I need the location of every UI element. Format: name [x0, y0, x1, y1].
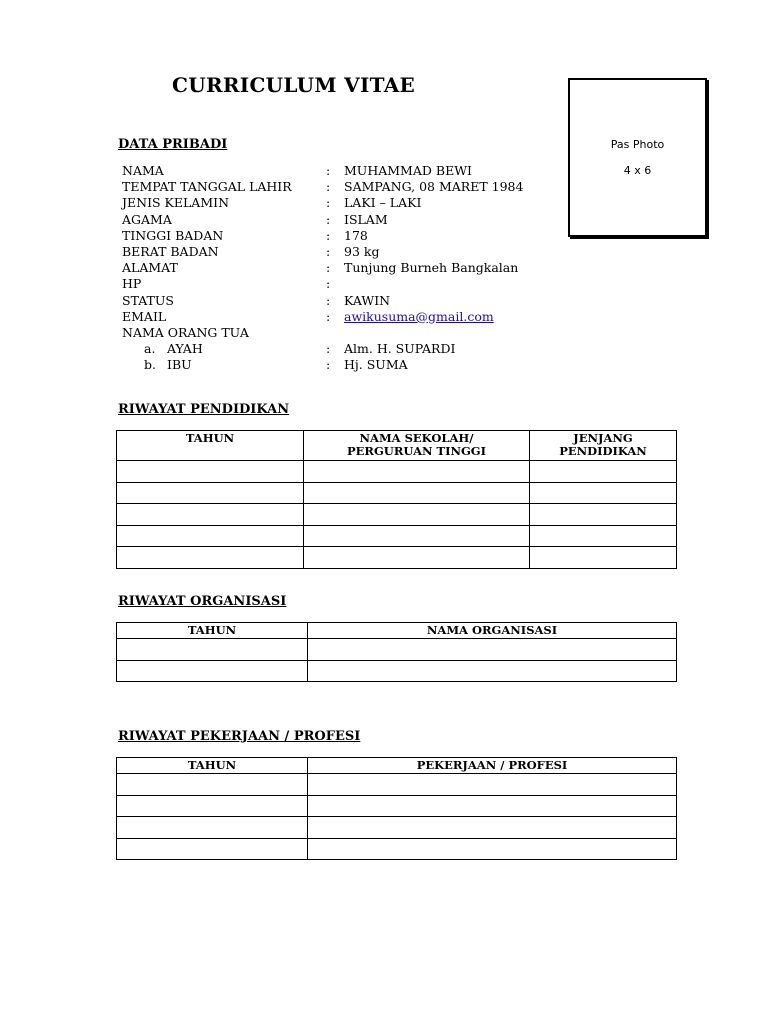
field-label: AGAMA: [122, 211, 172, 227]
table-cell[interactable]: [117, 525, 304, 547]
field-label: NAMA: [122, 163, 164, 178]
table-cell[interactable]: [117, 660, 308, 682]
table-cell[interactable]: [117, 547, 304, 569]
table-cell[interactable]: [117, 461, 304, 483]
field-label: BERAT BADAN: [122, 243, 219, 259]
parent-label-text: AYAH: [167, 341, 203, 357]
field-colon: :: [326, 227, 331, 243]
table-cell[interactable]: [530, 482, 677, 504]
list-marker: a.: [144, 341, 156, 357]
table-row: [117, 817, 677, 839]
field-label: STATUS: [122, 292, 174, 308]
table-cell[interactable]: [304, 461, 530, 483]
field-value: KAWIN: [344, 292, 391, 308]
table-cell[interactable]: [117, 774, 308, 796]
table-cell[interactable]: [117, 817, 308, 839]
email-link[interactable]: awikusuma@gmail.com: [344, 308, 494, 324]
table-row: [117, 838, 677, 860]
field-label: NAMA ORANG TUA: [122, 324, 249, 340]
table-cell[interactable]: [308, 838, 677, 860]
table-row: [117, 774, 677, 796]
table-cell[interactable]: [117, 639, 308, 661]
table-header-row: [117, 431, 677, 461]
field-label: ALAMAT: [122, 260, 178, 276]
field-colon: :: [326, 211, 331, 227]
table-row: [117, 482, 677, 504]
table-cell[interactable]: [117, 838, 308, 860]
field-label: EMAIL: [122, 308, 167, 324]
field-label: TEMPAT TANGGAL LAHIR: [122, 179, 292, 195]
table-cell[interactable]: [117, 795, 308, 817]
table-cell[interactable]: [117, 504, 304, 526]
table-cell[interactable]: [308, 817, 677, 839]
table-row: [117, 504, 677, 526]
table-row: [117, 795, 677, 817]
column-header-level: [530, 431, 677, 461]
field-value: SAMPANG, 08 MARET 1984: [344, 179, 524, 195]
parent-label: [144, 341, 203, 357]
parent-label: [144, 357, 192, 373]
table-row: [117, 639, 677, 661]
field-colon: :: [326, 357, 331, 373]
list-marker: b.: [144, 357, 156, 373]
table-cell[interactable]: [308, 639, 677, 661]
column-header-school: [304, 431, 530, 461]
column-header-year: TAHUN: [117, 758, 308, 774]
field-value: Tunjung Burneh Bangkalan: [344, 260, 519, 276]
table-cell[interactable]: [530, 504, 677, 526]
column-header-year: TAHUN: [117, 431, 304, 461]
table-cell[interactable]: [308, 660, 677, 682]
field-value: 93 kg: [344, 243, 380, 259]
field-label: HP: [122, 276, 142, 292]
organization-heading: RIWAYAT ORGANISASI: [118, 594, 287, 609]
field-colon: :: [326, 276, 331, 292]
work-table: [116, 757, 677, 860]
organization-table: [116, 622, 677, 682]
field-colon: :: [326, 163, 331, 178]
table-cell[interactable]: [304, 547, 530, 569]
table-cell[interactable]: [308, 795, 677, 817]
field-colon: :: [326, 292, 331, 308]
table-cell[interactable]: [530, 525, 677, 547]
photo-placeholder: [568, 78, 707, 237]
education-heading: RIWAYAT PENDIDIKAN: [118, 402, 290, 417]
education-table: [116, 430, 677, 569]
table-header-row: [117, 758, 677, 774]
field-label: JENIS KELAMIN: [122, 195, 230, 211]
field-colon: :: [326, 243, 331, 259]
field-colon: :: [326, 341, 331, 357]
field-value: MUHAMMAD BEWI: [344, 163, 472, 178]
table-row: [117, 525, 677, 547]
table-cell[interactable]: [304, 525, 530, 547]
field-colon: :: [326, 308, 331, 324]
parent-label-text: IBU: [167, 357, 192, 373]
table-cell[interactable]: [530, 461, 677, 483]
column-header-job: PEKERJAAN / PROFESI: [308, 758, 677, 774]
header-line: JENJANG: [573, 431, 633, 445]
table-row: [117, 461, 677, 483]
table-cell[interactable]: [308, 774, 677, 796]
table-row: [117, 547, 677, 569]
header-line: NAMA SEKOLAH/: [359, 431, 474, 445]
field-value: ISLAM: [344, 211, 388, 227]
table-header-row: [117, 623, 677, 639]
field-colon: :: [326, 179, 331, 195]
table-cell[interactable]: [304, 482, 530, 504]
personal-data-heading: DATA PRIBADI: [118, 137, 228, 152]
column-header-organization: NAMA ORGANISASI: [308, 623, 677, 639]
column-header-year: TAHUN: [117, 623, 308, 639]
field-value: Hj. SUMA: [344, 357, 408, 373]
photo-size-label: 4 x 6: [623, 164, 652, 177]
table-cell[interactable]: [304, 504, 530, 526]
table-cell[interactable]: [117, 482, 304, 504]
field-value: 178: [344, 227, 368, 243]
header-line: PERGURUAN TINGGI: [347, 444, 486, 458]
photo-label: Pas Photo: [610, 138, 665, 151]
table-row: [117, 660, 677, 682]
work-heading: RIWAYAT PEKERJAAN / PROFESI: [118, 729, 361, 744]
field-value: Alm. H. SUPARDI: [344, 341, 456, 357]
document-title: CURRICULUM VITAE: [172, 73, 416, 97]
header-line: PENDIDIKAN: [559, 444, 647, 458]
field-value: LAKI – LAKI: [344, 195, 422, 211]
field-colon: :: [326, 195, 331, 211]
field-label: TINGGI BADAN: [122, 227, 224, 243]
field-colon: :: [326, 260, 331, 276]
table-cell[interactable]: [530, 547, 677, 569]
